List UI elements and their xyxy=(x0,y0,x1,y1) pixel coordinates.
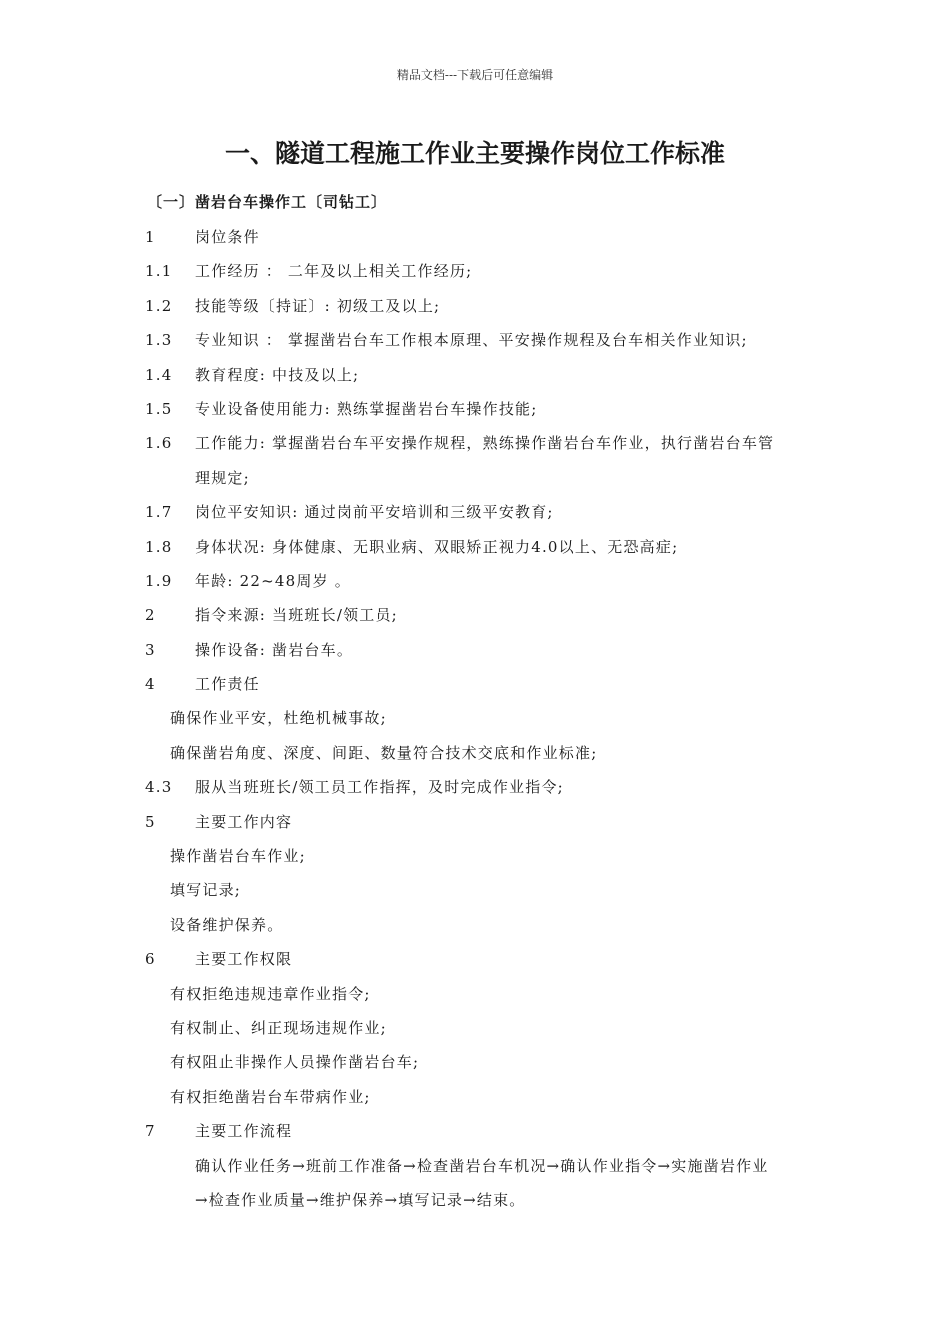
item-text: 工作能力: 掌握凿岩台车平安操作规程，熟练操作凿岩台车作业，执行凿岩台车管 xyxy=(195,434,775,453)
item-text: 有权制止、纠正现场违规作业; xyxy=(170,1018,387,1037)
item-text: 身体状况: 身体健康、无职业病、双眼矫正视力4.0以上、无恐高症; xyxy=(195,537,679,556)
item-text: 主要工作权限 xyxy=(195,950,293,969)
item-text: 服从当班班长/领工员工作指挥，及时完成作业指令; xyxy=(195,778,564,797)
page-header-note: 精品文档---下载后可任意编辑 xyxy=(396,68,554,82)
item-text: 有权阻止非操作人员操作凿岩台车; xyxy=(170,1053,420,1072)
item-text: 理规定; xyxy=(195,468,250,487)
list-item xyxy=(0,633,950,667)
section-heading: 〔一〕凿岩台车操作工〔司钻工〕 xyxy=(147,193,388,211)
document-title: 一、隧道工程施工作业主要操作岗位工作标准 xyxy=(224,139,725,168)
list-item xyxy=(0,1183,950,1217)
item-number: 1 xyxy=(145,228,156,246)
item-number: 1.1 xyxy=(145,262,173,281)
item-number: 1.6 xyxy=(145,434,173,453)
list-item xyxy=(0,461,950,495)
item-text: 确保凿岩角度、深度、间距、数量符合技术交底和作业标准; xyxy=(170,743,598,762)
list-item xyxy=(0,1045,950,1079)
item-text: 填写记录; xyxy=(170,881,242,900)
list-item xyxy=(0,289,950,323)
item-text: 主要工作流程 xyxy=(195,1122,293,1141)
list-item xyxy=(0,530,950,564)
item-number: 1.7 xyxy=(145,503,173,522)
list-item xyxy=(0,426,950,460)
list-item xyxy=(0,1149,950,1183)
list-item xyxy=(0,1114,950,1148)
item-number: 3 xyxy=(145,640,156,659)
item-text: 操作设备: 凿岩台车。 xyxy=(195,640,354,659)
item-number: 1.4 xyxy=(145,365,173,384)
item-text: 专业设备使用能力: 熟练掌握凿岩台车操作技能; xyxy=(195,399,538,418)
item-text: 设备维护保养。 xyxy=(170,915,284,934)
list-item xyxy=(0,908,950,942)
list-item xyxy=(0,495,950,529)
list-item xyxy=(0,323,950,357)
list-item xyxy=(0,667,950,701)
item-text: 确认作业任务→班前工作准备→检查凿岩台车机况→确认作业指令→实施凿岩作业 xyxy=(195,1156,769,1175)
item-text: 主要工作内容 xyxy=(195,812,293,831)
item-number: 1.2 xyxy=(145,296,173,315)
item-text: 工作责任 xyxy=(195,675,260,694)
list-item xyxy=(0,942,950,976)
item-number: 2 xyxy=(145,606,156,625)
item-number: 6 xyxy=(145,950,156,969)
item-text: 确保作业平安，杜绝机械事故; xyxy=(170,709,387,728)
item-text: 有权拒绝凿岩台车带病作业; xyxy=(170,1087,371,1106)
list-item xyxy=(0,358,950,392)
item-text: →检查作业质量→维护保养→填写记录→结束。 xyxy=(195,1190,526,1209)
list-item xyxy=(0,839,950,873)
item-text: 岗位平安知识: 通过岗前平安培训和三级平安教育; xyxy=(195,503,554,522)
item-text: 技能等级〔持证〕: 初级工及以上; xyxy=(195,296,441,315)
item-text: 岗位条件 xyxy=(195,228,260,246)
item-number: 4.3 xyxy=(145,778,173,797)
item-text: 年龄: 22~48周岁 。 xyxy=(195,571,351,590)
item-text: 指令来源: 当班班长/领工员; xyxy=(195,606,398,625)
list-item xyxy=(0,770,950,804)
item-text: 工作经历 ： 二年及以上相关工作经历; xyxy=(195,262,473,281)
list-item xyxy=(0,977,950,1011)
list-item xyxy=(0,598,950,632)
item-number: 1.5 xyxy=(145,399,173,418)
list-item xyxy=(0,701,950,735)
list-item xyxy=(0,873,950,907)
item-text: 专业知识 ： 掌握凿岩台车工作根本原理、平安操作规程及台车相关作业知识; xyxy=(195,331,748,350)
item-number: 4 xyxy=(145,675,156,694)
item-number: 1.8 xyxy=(145,537,173,556)
item-text: 操作凿岩台车作业; xyxy=(170,847,306,866)
list-item xyxy=(0,564,950,598)
list-item xyxy=(0,392,950,426)
document-body xyxy=(0,220,950,1217)
list-item xyxy=(0,1080,950,1114)
list-item xyxy=(0,736,950,770)
item-number: 1.3 xyxy=(145,331,173,350)
item-text: 教育程度: 中技及以上; xyxy=(195,365,360,384)
list-item xyxy=(0,220,950,254)
list-item xyxy=(0,1011,950,1045)
item-number: 7 xyxy=(145,1122,156,1141)
item-number: 1.9 xyxy=(145,571,173,590)
list-item xyxy=(0,254,950,288)
item-number: 5 xyxy=(145,812,156,831)
list-item xyxy=(0,805,950,839)
item-text: 有权拒绝违规违章作业指令; xyxy=(170,984,371,1003)
